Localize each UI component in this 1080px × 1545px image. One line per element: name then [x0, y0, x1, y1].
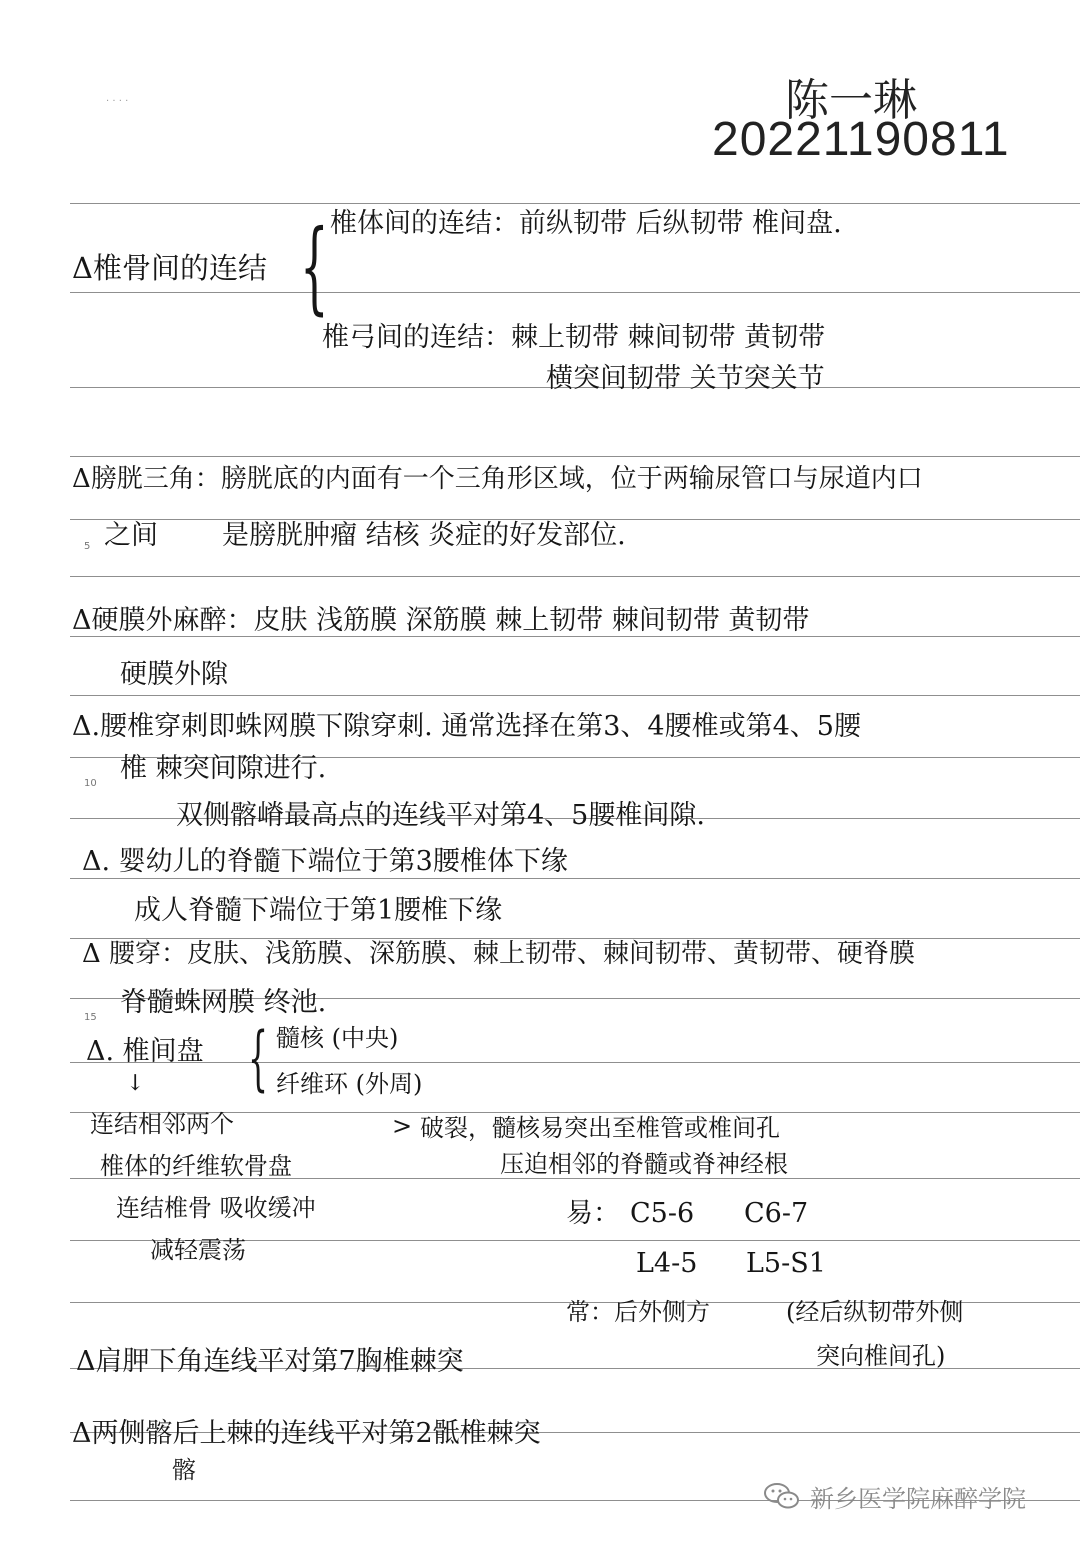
- ruled-line: [70, 456, 1080, 457]
- note-line: 髂: [172, 1456, 196, 1484]
- note-line: 脊髓蛛网膜 终池.: [120, 987, 327, 1018]
- note-line: 破裂，髓核易突出至椎管或椎间孔: [420, 1114, 780, 1142]
- note-line: 常：后外侧方: [566, 1298, 710, 1326]
- note-line: Δ. 婴幼儿的脊髓下端位于第3腰椎体下缘: [82, 846, 568, 877]
- author-name: 陈一琳: [785, 76, 917, 125]
- note-line: 双侧髂嵴最高点的连线平对第4、5腰椎间隙.: [176, 800, 705, 831]
- note-line: (经后纵韧带外侧: [786, 1298, 964, 1326]
- note-line: 硬膜外隙: [120, 659, 228, 690]
- note-line: 压迫相邻的脊髓或脊神经根: [500, 1150, 788, 1178]
- note-line: 髓核 (中央): [276, 1024, 399, 1052]
- ruled-line: [70, 878, 1080, 879]
- section-title: Δ椎骨间的连结: [72, 251, 267, 285]
- segment-label: L4-5: [636, 1248, 698, 1279]
- margin-number: 10: [84, 778, 97, 789]
- note-line: 易：: [566, 1198, 620, 1229]
- wechat-icon: [762, 1481, 802, 1511]
- segment-label: C5-6: [630, 1198, 695, 1229]
- ruled-line: [70, 203, 1080, 204]
- note-line: 连结相邻两个: [90, 1110, 234, 1138]
- margin-number: 5: [84, 541, 91, 552]
- note-line: 连结椎骨 吸收缓冲: [116, 1194, 316, 1222]
- section-title: Δ. 椎间盘: [86, 1036, 204, 1067]
- margin-number: 15: [84, 1012, 97, 1023]
- segment-label: C6-7: [744, 1198, 809, 1229]
- note-line: 椎弓间的连结：棘上韧带 棘间韧带 黄韧带: [322, 322, 826, 353]
- student-id: 20221190811: [712, 113, 1010, 166]
- watermark-text: 新乡医学院麻醉学院: [810, 1484, 1026, 1513]
- note-line: 成人脊髓下端位于第1腰椎下缘: [134, 895, 503, 926]
- note-line: 突向椎间孔): [816, 1342, 946, 1370]
- note-line: 是膀胱肿瘤 结核 炎症的好发部位.: [222, 520, 626, 551]
- watermark: [762, 1474, 1026, 1518]
- ruled-line: [70, 1062, 1080, 1063]
- segment-label: L5-S1: [746, 1248, 826, 1279]
- note-line: 横突间韧带 关节突关节: [546, 363, 825, 394]
- note-line: 椎体的纤维软骨盘: [100, 1152, 292, 1180]
- note-line: Δ 腰穿：皮肤、浅筋膜、深筋膜、棘上韧带、棘间韧带、黄韧带、硬脊膜: [82, 939, 916, 969]
- down-arrow: ↓: [126, 1071, 145, 1096]
- note-line: 椎 棘突间隙进行.: [120, 753, 327, 784]
- corner-mark: · · · ·: [106, 96, 129, 107]
- ruled-line: [70, 576, 1080, 577]
- note-line: Δ两侧髂后上棘的连线平对第2骶椎棘突: [72, 1418, 541, 1449]
- note-line: Δ.腰椎穿刺即蛛网膜下隙穿刺. 通常选择在第3、4腰椎或第4、5腰: [72, 711, 861, 742]
- brace-symbol: {: [300, 208, 329, 325]
- note-line: 椎体间的连结：前纵韧带 后纵韧带 椎间盘.: [330, 208, 842, 239]
- ruled-line: [70, 695, 1080, 696]
- note-line: Δ肩胛下角连线平对第7胸椎棘突: [76, 1346, 464, 1377]
- note-line: 之间: [104, 520, 158, 551]
- note-line: Δ硬膜外麻醉：皮肤 浅筋膜 深筋膜 棘上韧带 棘间韧带 黄韧带: [72, 605, 810, 636]
- note-line: 减轻震荡: [150, 1236, 246, 1264]
- note-line: 纤维环 (外周): [276, 1070, 423, 1098]
- brace-symbol: {: [248, 1017, 269, 1099]
- ruled-line: [70, 292, 1080, 293]
- arrow-symbol: >: [392, 1112, 413, 1140]
- note-line: Δ膀胱三角：膀胱底的内面有一个三角形区域，位于两输尿管口与尿道内口: [72, 464, 923, 494]
